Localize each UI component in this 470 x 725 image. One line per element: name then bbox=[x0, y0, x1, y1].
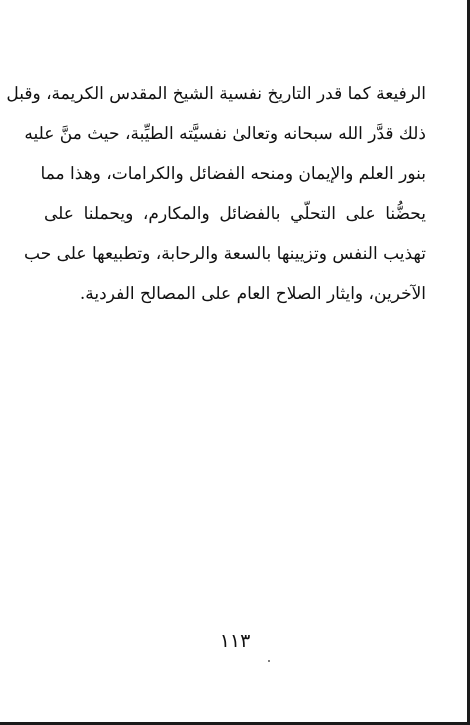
text-line: يحضُّنا على التحلّي بالفضائل والمكارم، ويحملنا على bbox=[44, 204, 426, 224]
text-line: ذلك قدَّر الله سبحانه وتعالىٰ نفسيَّته الطيِّبة، حيث منَّ عليه bbox=[24, 124, 426, 144]
page-number: ١١٣ bbox=[219, 630, 251, 652]
text-line: الآخرين، وايثار الصلاح العام على المصالح الفردية. bbox=[79, 284, 426, 304]
text-line: بنور العلم والإيمان ومنحه الفضائل والكرامات، وهذا مما bbox=[40, 164, 426, 184]
text-line: تهذيب النفس وتزيينها بالسعة والرحابة، وتطبيعها على حب bbox=[24, 244, 426, 264]
text-line: الرفيعة كما قدر التاريخ نفسية الشيخ المقدس الكريمة، وقبل bbox=[6, 84, 426, 104]
body-text bbox=[6, 74, 426, 314]
scan-speck bbox=[268, 660, 270, 662]
